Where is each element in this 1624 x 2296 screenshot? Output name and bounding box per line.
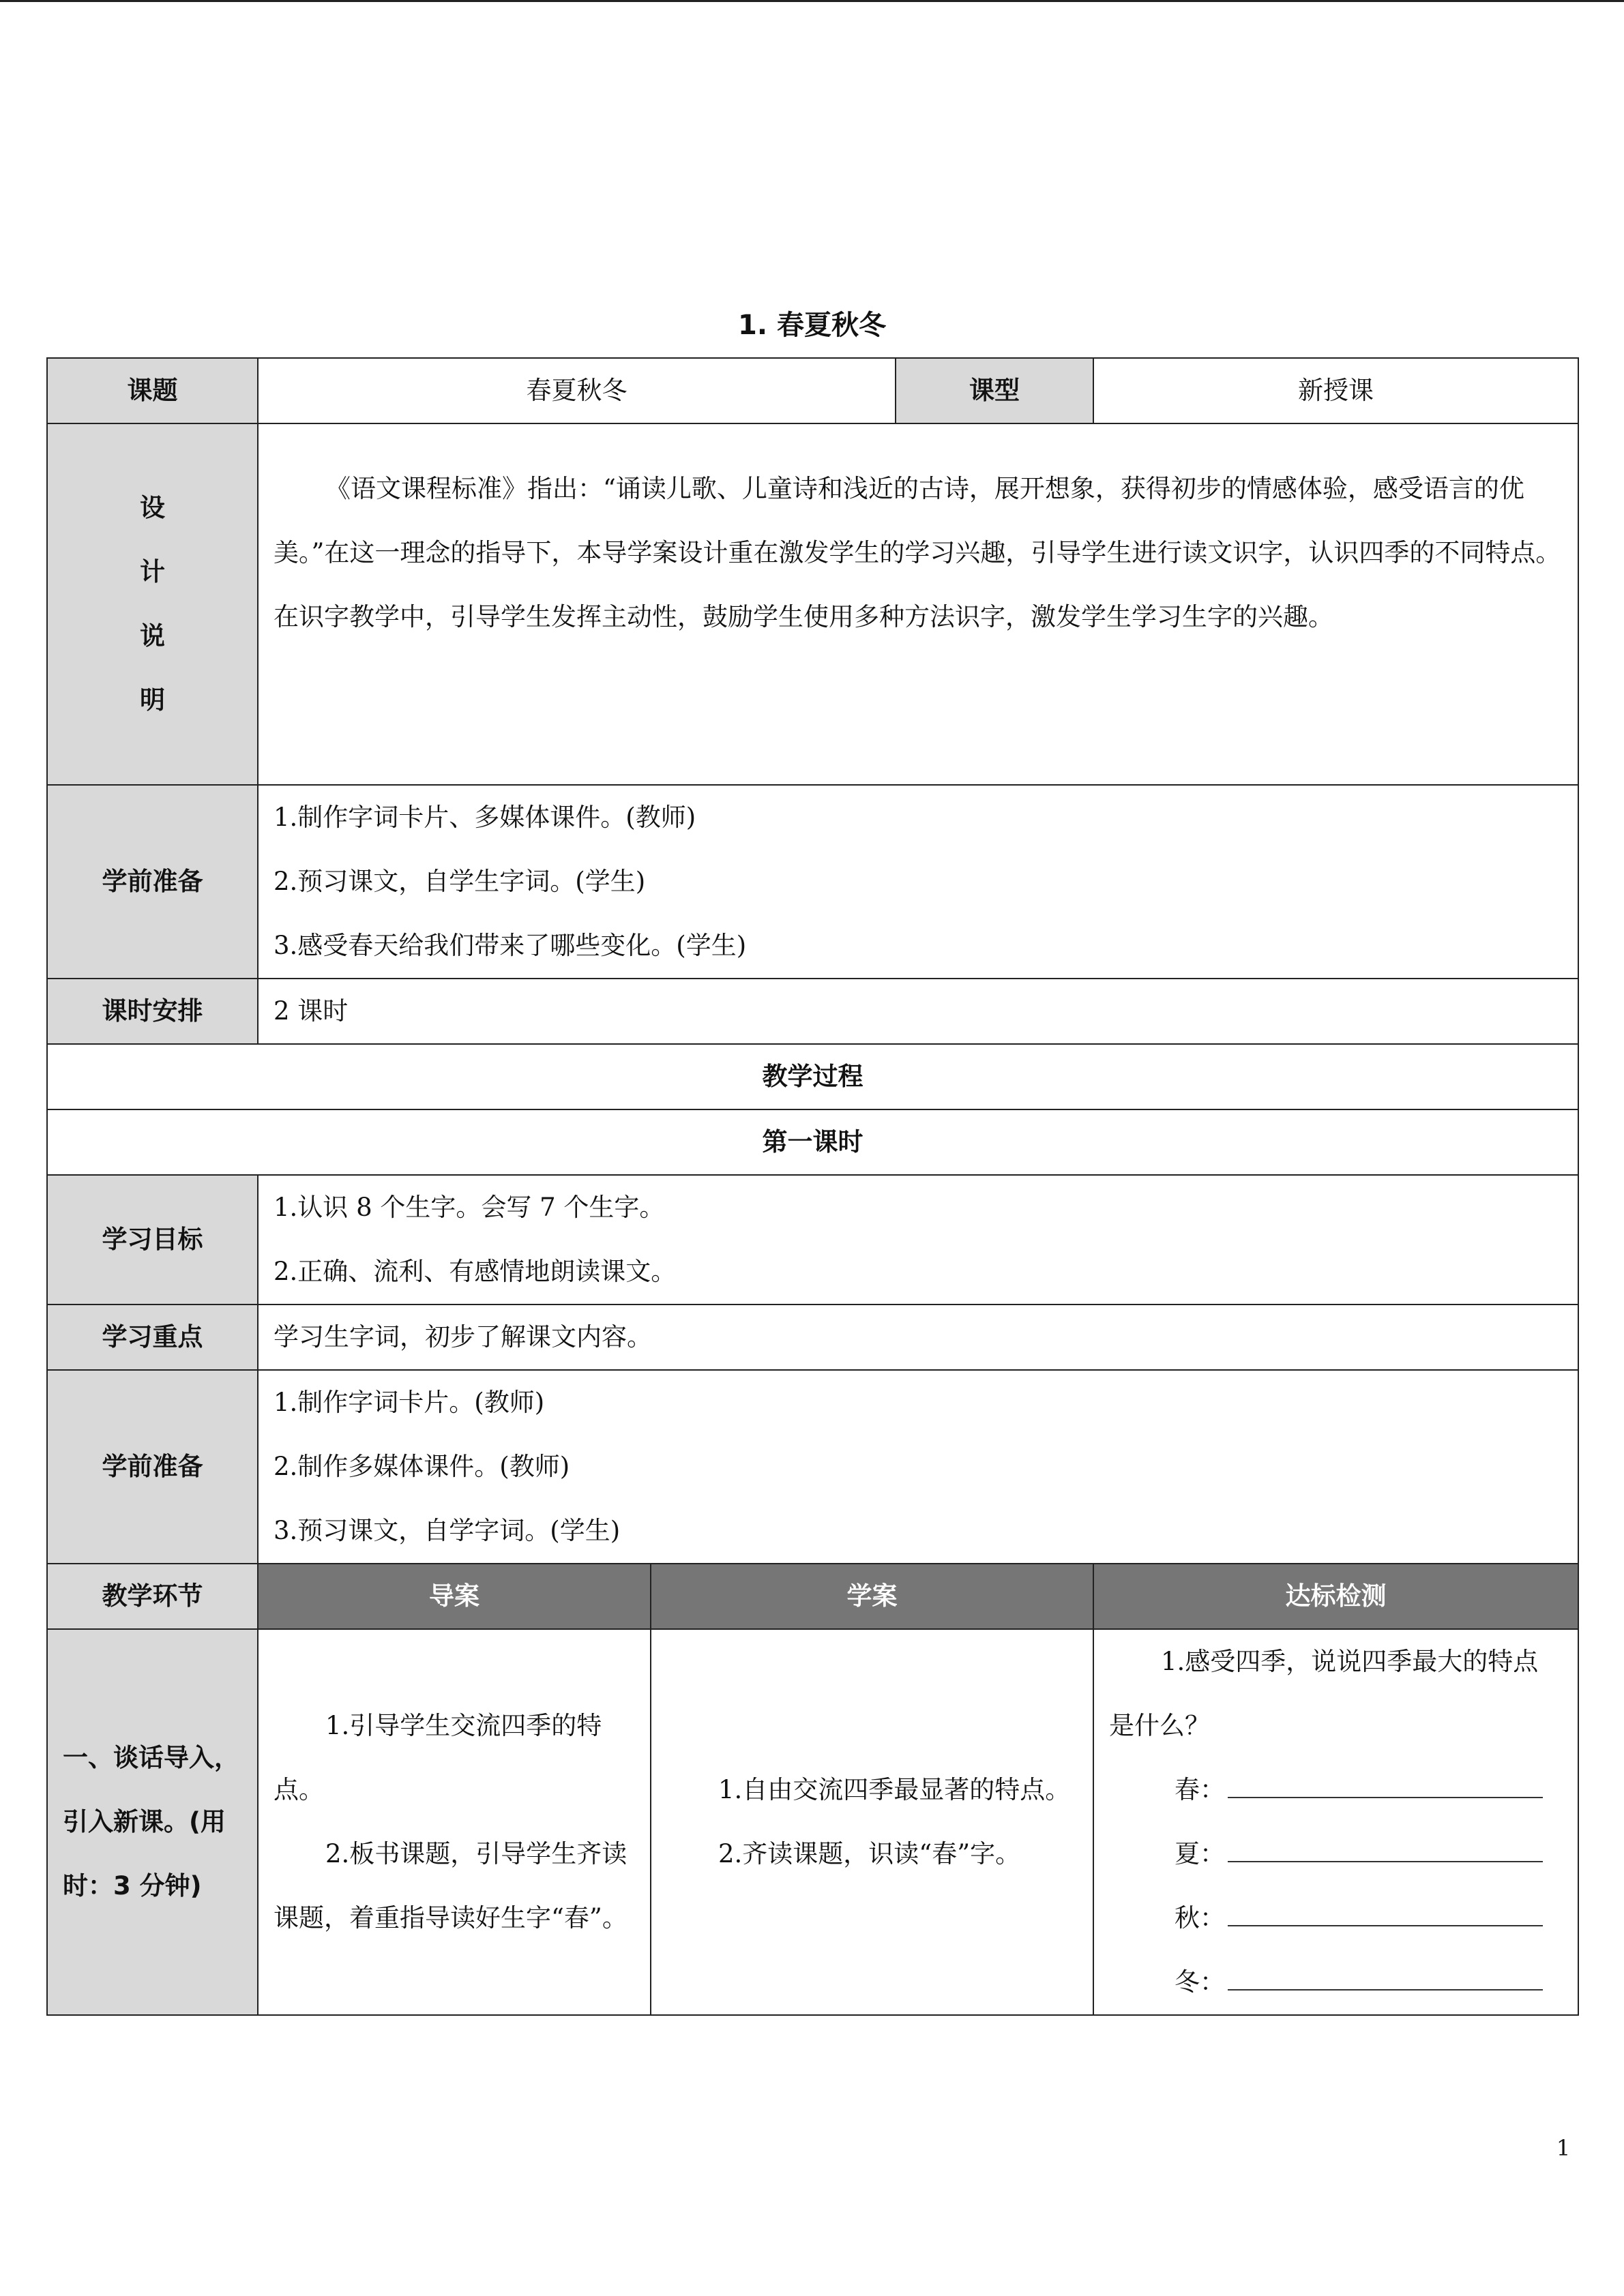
answer-blank-line[interactable] (1228, 1905, 1543, 1926)
process-heading-row (47, 1044, 1578, 1109)
goals-row (47, 1175, 1578, 1304)
design-label-char: 说 (140, 621, 165, 651)
stage1-name: 一、谈话导入，引入新课。(用时：3 分钟) (47, 1629, 258, 2015)
stage1-guide-item: 1.引导学生交流四季的特点。 (274, 1711, 602, 1804)
stages-guide-header: 导案 (258, 1564, 651, 1629)
focus-value: 学习生字词，初步了解课文内容。 (258, 1304, 1578, 1370)
goal-item: 2.正确、流利、有感情地朗读课文。 (274, 1257, 677, 1286)
focus-row (47, 1304, 1578, 1370)
prep2-row (47, 1370, 1578, 1564)
season-blank-summer (1109, 1822, 1563, 1886)
prep2-label: 学前准备 (47, 1370, 258, 1564)
stages-step-header: 教学环节 (47, 1564, 258, 1629)
stage1-guide-item: 2.板书课题，引导学生齐读课题，着重指导读好生字“春”。 (274, 1839, 628, 1933)
goals-label: 学习目标 (47, 1175, 258, 1304)
design-row (47, 423, 1578, 785)
prep2-item: 3.预习课文，自学字词。(学生) (274, 1516, 621, 1545)
prep-item: 2.预习课文，自学生字词。(学生) (274, 867, 646, 896)
answer-blank-line[interactable] (1228, 1840, 1543, 1862)
stage1-row (47, 1629, 1578, 2015)
goal-item: 1.认识 8 个生字。会写 7 个生字。 (274, 1193, 665, 1222)
focus-label: 学习重点 (47, 1304, 258, 1370)
document-title: 1. 春夏秋冬 (738, 310, 886, 341)
answer-blank-line[interactable] (1228, 1776, 1543, 1798)
schedule-label: 课时安排 (47, 979, 258, 1044)
process-heading: 教学过程 (47, 1044, 1578, 1109)
prep-items (258, 785, 1578, 979)
design-label (47, 423, 258, 785)
period-heading-row (47, 1109, 1578, 1175)
period-heading: 第一课时 (47, 1109, 1578, 1175)
season-label: 夏： (1175, 1839, 1225, 1868)
design-label-char: 计 (140, 557, 165, 586)
design-label-char: 设 (140, 493, 165, 522)
stage1-guide (258, 1629, 651, 2015)
prep2-item: 2.制作多媒体课件。(教师) (274, 1452, 570, 1481)
answer-blank-line[interactable] (1228, 1969, 1543, 1991)
prep2-item: 1.制作字词卡片。(教师) (274, 1388, 545, 1417)
season-label: 秋： (1175, 1903, 1225, 1933)
topic-label: 课题 (47, 358, 258, 423)
page-number: 1 (1556, 2135, 1571, 2161)
season-blank-winter (1109, 1950, 1563, 2014)
prep-row (47, 785, 1578, 979)
stages-header-row (47, 1564, 1578, 1629)
prep-item: 3.感受春天给我们带来了哪些变化。(学生) (274, 931, 747, 960)
schedule-row (47, 979, 1578, 1044)
schedule-value: 2 课时 (258, 979, 1578, 1044)
prep-label: 学前准备 (47, 785, 258, 979)
stages-study-header: 学案 (651, 1564, 1093, 1629)
season-label: 冬： (1175, 1967, 1225, 1997)
stage1-check (1093, 1629, 1578, 2015)
stage1-study-item: 2.齐读课题，识读“春”字。 (718, 1839, 1021, 1868)
prep2-items (258, 1370, 1578, 1564)
topic-value: 春夏秋冬 (258, 358, 896, 423)
stage1-study (651, 1629, 1093, 2015)
stage1-study-item: 1.自由交流四季最显著的特点。 (718, 1775, 1071, 1804)
design-label-char: 明 (140, 685, 165, 715)
season-blank-autumn (1109, 1886, 1563, 1950)
season-label: 春： (1175, 1775, 1225, 1804)
type-label: 课型 (896, 358, 1093, 423)
page-top-border (0, 0, 1624, 2)
design-text-cell (258, 423, 1578, 785)
season-blank-spring (1109, 1758, 1563, 1822)
stages-check-header: 达标检测 (1093, 1564, 1578, 1629)
prep-item: 1.制作字词卡片、多媒体课件。(教师) (274, 803, 696, 832)
topic-row (47, 358, 1578, 423)
design-text: 《语文课程标准》指出：“诵读儿歌、儿童诗和浅近的古诗，展开想象，获得初步的情感体验，感受语言的优美。”在这一理念的指导下，本导学案设计重在激发学生的学习兴趣，引导学生进行读文识字，认识四季的不同特点。在识字教学中，引导学生发挥主动性，鼓励学生使用多种方法识字，激发学生学习生字的兴趣。 (274, 474, 1561, 631)
stage1-check-question: 1.感受四季，说说四季最大的特点是什么？ (1109, 1647, 1539, 1740)
goals-items (258, 1175, 1578, 1304)
lesson-plan-table (46, 357, 1579, 2016)
type-value: 新授课 (1093, 358, 1578, 423)
